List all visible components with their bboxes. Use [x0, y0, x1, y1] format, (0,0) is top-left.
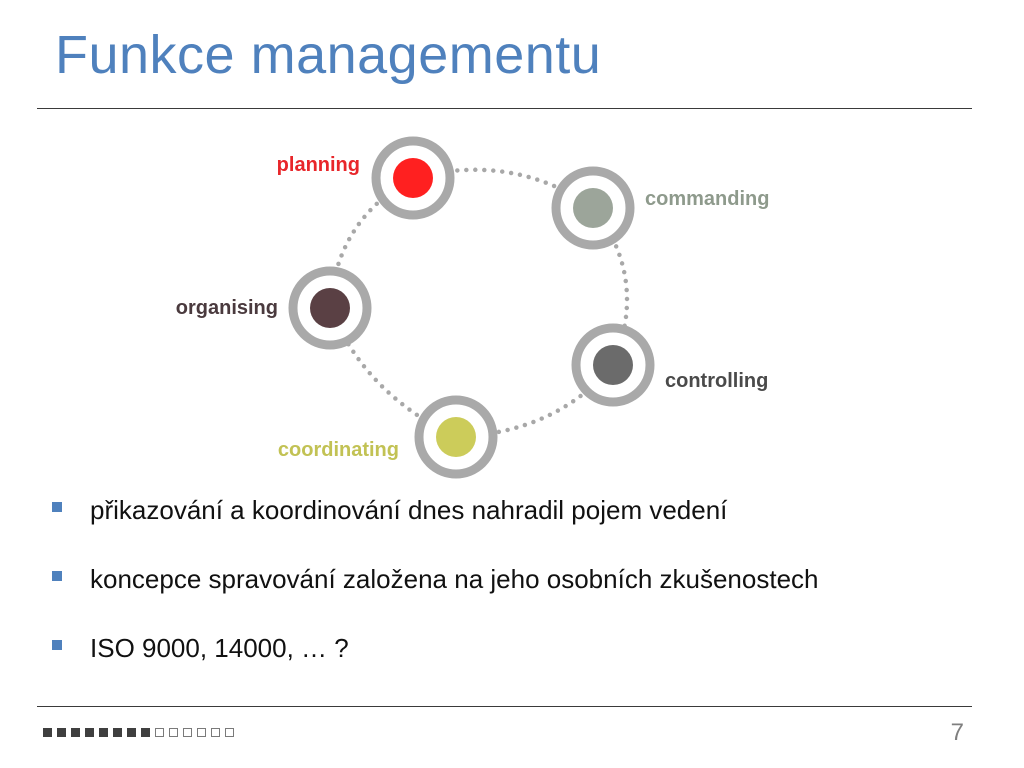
footer-divider	[37, 706, 972, 707]
bullet-text: koncepce spravování založena na jeho osobních zkušenostech	[90, 564, 819, 594]
node-dot	[593, 345, 633, 385]
management-cycle-diagram	[150, 125, 810, 485]
progress-square-filled	[43, 728, 52, 737]
cycle-node-controlling	[576, 328, 768, 402]
page-number: 7	[950, 719, 964, 746]
cycle-node-planning	[277, 141, 450, 215]
progress-square-filled	[113, 728, 122, 737]
progress-square-filled	[99, 728, 108, 737]
bullet-square-icon	[52, 502, 62, 512]
progress-square-empty	[197, 728, 206, 737]
progress-square-filled	[141, 728, 150, 737]
cycle-node-organising	[176, 271, 367, 345]
node-label-organising: organising	[175, 297, 278, 319]
node-label-controlling: controlling	[665, 370, 769, 392]
progress-square-empty	[183, 728, 192, 737]
progress-square-filled	[71, 728, 80, 737]
node-label-commanding: commanding	[645, 188, 770, 210]
slide-progress-indicator	[43, 728, 234, 737]
cycle-node-commanding	[556, 171, 769, 245]
bullet-text: přikazování a koordinování dnes nahradil pojem vedení	[90, 495, 728, 525]
bullet-square-icon	[52, 571, 62, 581]
node-dot	[436, 417, 476, 457]
progress-square-filled	[127, 728, 136, 737]
progress-square-empty	[225, 728, 234, 737]
progress-square-filled	[85, 728, 94, 737]
node-dot	[573, 188, 613, 228]
bullet-square-icon	[52, 640, 62, 650]
cycle-node-coordinating	[278, 400, 493, 474]
title-divider	[37, 108, 972, 109]
bullet-text: ISO 9000, 14000, … ?	[90, 633, 349, 663]
progress-square-empty	[169, 728, 178, 737]
node-dot	[393, 158, 433, 198]
progress-square-empty	[211, 728, 220, 737]
node-label-coordinating: coordinating	[277, 439, 399, 461]
node-dot	[310, 288, 350, 328]
progress-square-filled	[57, 728, 66, 737]
slide-title: Funkce managementu	[55, 25, 602, 85]
progress-square-empty	[155, 728, 164, 737]
node-label-planning: planning	[276, 154, 360, 176]
